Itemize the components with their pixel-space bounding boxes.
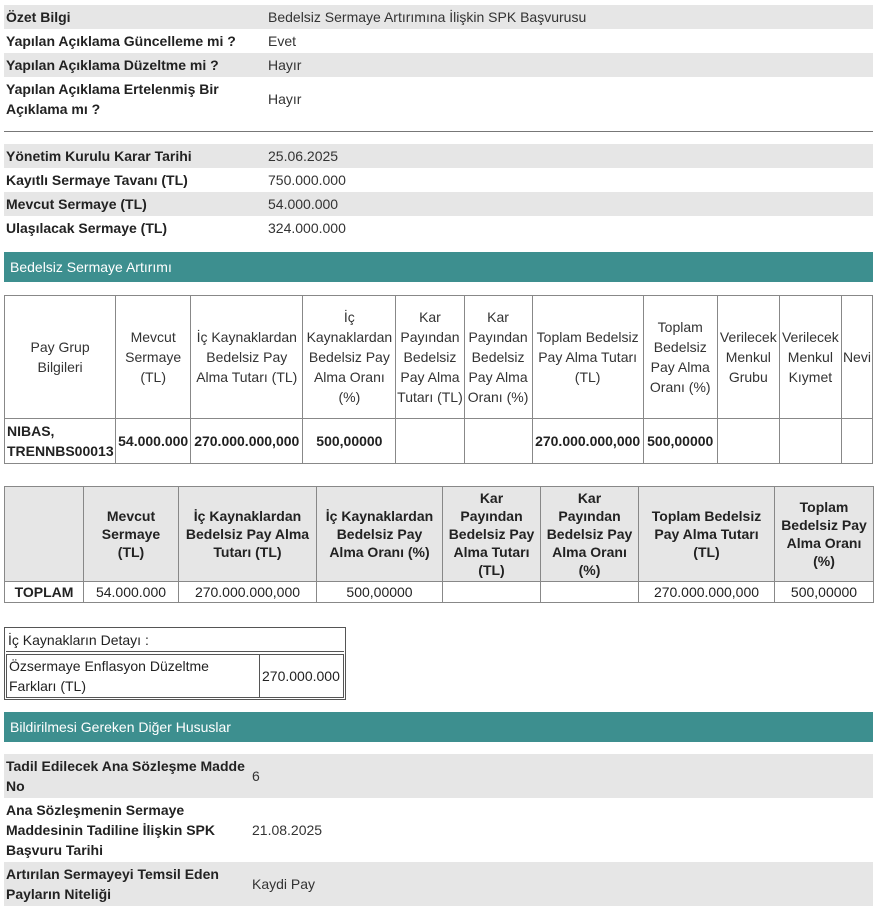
capital-value: 54.000.000 bbox=[264, 192, 873, 216]
table-cell: 270.000.000,000 bbox=[532, 419, 643, 464]
other-matters-table bbox=[4, 754, 873, 906]
table-cell: NIBAS, TRENNBS00013 bbox=[5, 419, 116, 464]
table-cell: 54.000.000 bbox=[116, 419, 191, 464]
detail-label: Özsermaye Enflasyon Düzeltme Farkları (TL) bbox=[7, 655, 260, 698]
table-cell: 270.000.000,000 bbox=[639, 582, 775, 603]
share-group-table bbox=[4, 295, 873, 464]
column-header: Kar Payından Bedelsiz Pay Alma Tutarı (TL) bbox=[443, 487, 541, 582]
capital-value: 750.000.000 bbox=[268, 172, 346, 188]
table-cell: 270.000.000,000 bbox=[191, 419, 303, 464]
column-header: Kar Payından Bedelsiz Pay Alma Oranı (%) bbox=[464, 296, 532, 419]
capital-row bbox=[4, 168, 873, 192]
column-header: Toplam Bedelsiz Pay Alma Tutarı (TL) bbox=[532, 296, 643, 419]
column-header: Toplam Bedelsiz Pay Alma Tutarı (TL) bbox=[639, 487, 775, 582]
column-header: Pay Grup Bilgileri bbox=[5, 296, 116, 419]
table-row bbox=[5, 582, 874, 603]
column-header: Verilecek Menkul Kıymet bbox=[779, 296, 841, 419]
column-header: İç Kaynaklardan Bedelsiz Pay Alma Oranı (%) bbox=[317, 487, 443, 582]
other-key: Artırılan Sermayeyi Temsil Eden Payların Niteliği bbox=[4, 862, 248, 906]
divider bbox=[4, 131, 873, 132]
detail-table bbox=[6, 654, 344, 698]
table-cell bbox=[464, 419, 532, 464]
capital-row bbox=[4, 216, 873, 240]
detail-row bbox=[7, 655, 344, 698]
other-row bbox=[4, 862, 873, 906]
section-header-other-matters: Bildirilmesi Gereken Diğer Hususlar bbox=[4, 712, 873, 742]
other-value: 21.08.2025 bbox=[252, 822, 323, 838]
capital-row bbox=[4, 192, 873, 216]
summary-table bbox=[4, 5, 873, 121]
capital-value: 25.06.2025 bbox=[264, 144, 873, 168]
table-cell bbox=[841, 419, 872, 464]
column-header: İç Kaynaklardan Bedelsiz Pay Alma Tutarı (TL) bbox=[179, 487, 317, 582]
table-cell bbox=[779, 419, 841, 464]
summary-key: Yapılan Açıklama Düzeltme mi ? bbox=[4, 53, 264, 77]
capital-value: 324.000.000 bbox=[268, 220, 346, 236]
column-header: Toplam Bedelsiz Pay Alma Oranı (%) bbox=[643, 296, 717, 419]
summary-row bbox=[4, 77, 873, 121]
capital-table bbox=[4, 144, 873, 240]
other-key: Tadil Edilecek Ana Sözleşme Madde No bbox=[4, 754, 248, 798]
capital-key: Yönetim Kurulu Karar Tarihi bbox=[4, 144, 264, 168]
internal-sources-detail bbox=[4, 627, 346, 700]
capital-key: Mevcut Sermaye (TL) bbox=[4, 192, 264, 216]
summary-row bbox=[4, 53, 873, 77]
column-header: İç Kaynaklardan Bedelsiz Pay Alma Oranı (%) bbox=[303, 296, 396, 419]
column-header: Kar Payından Bedelsiz Pay Alma Oranı (%) bbox=[541, 487, 639, 582]
summary-value: Hayır bbox=[264, 53, 873, 77]
column-header: Verilecek Menkul Grubu bbox=[717, 296, 779, 419]
table-cell: 500,00000 bbox=[303, 419, 396, 464]
summary-value: Bedelsiz Sermaye Artırımına İlişkin SPK Başvurusu bbox=[264, 5, 873, 29]
column-header: İç Kaynaklardan Bedelsiz Pay Alma Tutarı (TL) bbox=[191, 296, 303, 419]
table-cell: 54.000.000 bbox=[84, 582, 179, 603]
table-cell: 270.000.000,000 bbox=[179, 582, 317, 603]
detail-value: 270.000.000 bbox=[260, 655, 344, 698]
column-header: Nevi bbox=[841, 296, 872, 419]
other-value: 6 bbox=[248, 754, 873, 798]
table-cell bbox=[541, 582, 639, 603]
summary-value: Hayır bbox=[268, 91, 302, 107]
table-cell: 500,00000 bbox=[775, 582, 874, 603]
total-table bbox=[4, 486, 874, 603]
table-header-row bbox=[5, 487, 874, 582]
summary-key: Özet Bilgi bbox=[4, 5, 264, 29]
table-cell bbox=[717, 419, 779, 464]
detail-title: İç Kaynakların Detayı : bbox=[6, 629, 344, 652]
column-header: Kar Payından Bedelsiz Pay Alma Tutarı (TL) bbox=[396, 296, 464, 419]
summary-row bbox=[4, 5, 873, 29]
capital-key: Ulaşılacak Sermaye (TL) bbox=[6, 220, 168, 236]
section-header-bonus-increase: Bedelsiz Sermaye Artırımı bbox=[4, 252, 873, 282]
column-header: Mevcut Sermaye (TL) bbox=[116, 296, 191, 419]
other-row bbox=[4, 754, 873, 798]
summary-key: Yapılan Açıklama Ertelenmiş Bir Açıklama mı ? bbox=[6, 81, 219, 117]
capital-key: Kayıtlı Sermaye Tavanı (TL) bbox=[6, 172, 188, 188]
table-cell: 500,00000 bbox=[317, 582, 443, 603]
summary-key: Yapılan Açıklama Güncelleme mi ? bbox=[6, 33, 236, 49]
other-key: Ana Sözleşmenin Sermaye Maddesinin Tadiline İlişkin SPK Başvuru Tarihi bbox=[6, 802, 216, 858]
table-cell: TOPLAM bbox=[5, 582, 84, 603]
other-value: Kaydi Pay bbox=[248, 862, 873, 906]
table-header-row bbox=[5, 296, 873, 419]
table-cell bbox=[396, 419, 464, 464]
column-header: Toplam Bedelsiz Pay Alma Oranı (%) bbox=[775, 487, 874, 582]
table-cell bbox=[443, 582, 541, 603]
table-row bbox=[5, 419, 873, 464]
capital-row bbox=[4, 144, 873, 168]
column-header: Mevcut Sermaye (TL) bbox=[84, 487, 179, 582]
column-header bbox=[5, 487, 84, 582]
summary-value: Evet bbox=[268, 33, 297, 49]
disclosure-page bbox=[4, 5, 873, 906]
table-cell: 500,00000 bbox=[643, 419, 717, 464]
summary-row bbox=[4, 29, 873, 53]
other-row bbox=[4, 798, 873, 862]
